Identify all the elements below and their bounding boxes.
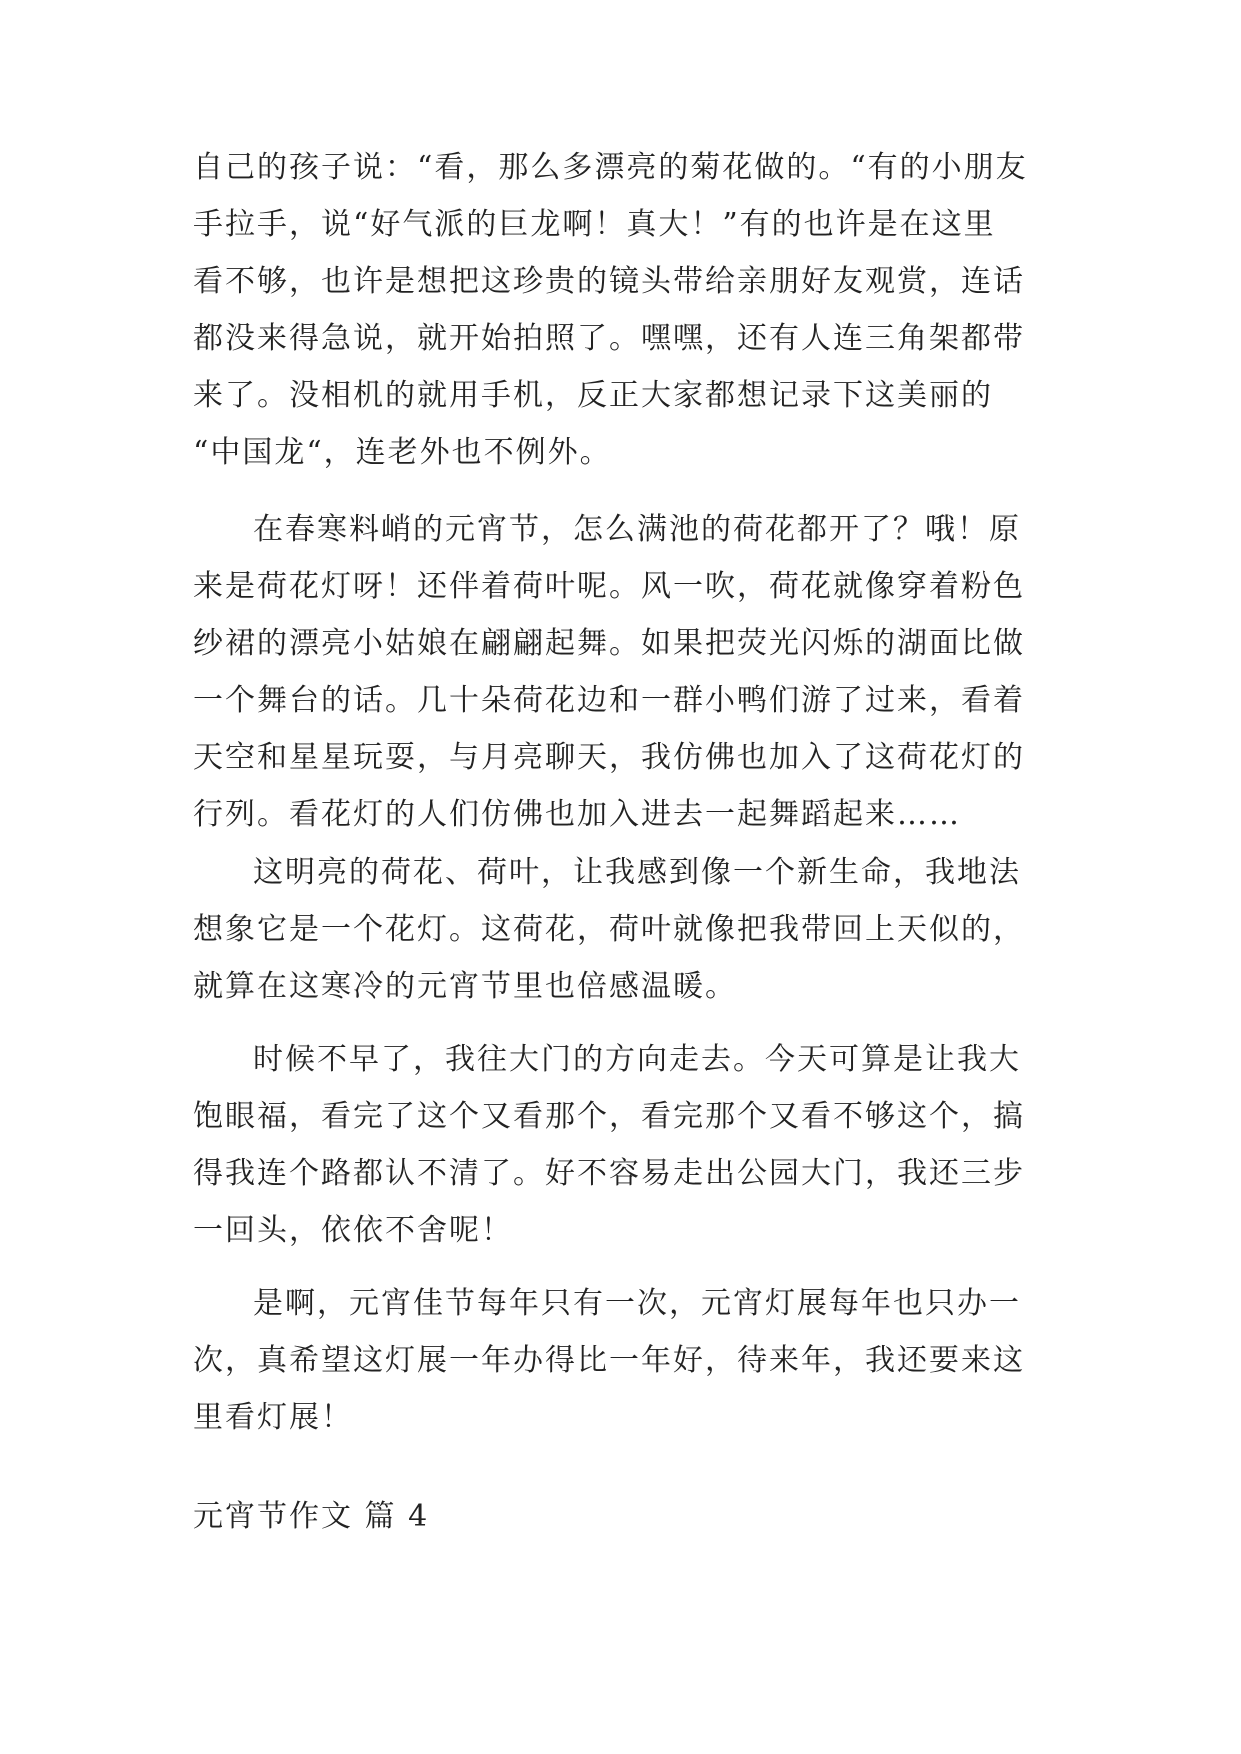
paragraph-first-line: 在春寒料峭的元宵节，怎么满池的荷花都开了？哦！原 [253, 512, 1021, 547]
text-line: 纱裙的漂亮小姑娘在翩翩起舞。如果把荧光闪烁的湖面比做 [193, 626, 1025, 661]
text-line: 行列。看花灯的人们仿佛也加入进去一起舞蹈起来…… [193, 797, 961, 832]
text-line: 来了。没相机的就用手机，反正大家都想记录下这美丽的 [193, 378, 993, 413]
text-line: 就算在这寒冷的元宵节里也倍感温暖。 [193, 969, 737, 1004]
paragraph-first-line: 时候不早了，我往大门的方向走去。今天可算是让我大 [253, 1042, 1021, 1077]
text-line: 想象它是一个花灯。这荷花，荷叶就像把我带回上天似的， [193, 912, 1025, 947]
text-line: “中国龙“，连老外也不例外。 [193, 435, 612, 470]
text-line: 饱眼福，看完了这个又看那个，看完那个又看不够这个，搞 [193, 1099, 1025, 1134]
text-line: 得我连个路都认不清了。好不容易走出公园大门，我还三步 [193, 1156, 1025, 1191]
text-line: 都没来得急说，就开始拍照了。嘿嘿，还有人连三角架都带 [193, 321, 1025, 356]
text-line: 次，真希望这灯展一年办得比一年好，待来年，我还要来这 [193, 1343, 1025, 1378]
paragraph-first-line: 这明亮的荷花、荷叶，让我感到像一个新生命，我地法 [253, 855, 1021, 890]
paragraph-first-line: 是啊，元宵佳节每年只有一次，元宵灯展每年也只办一 [253, 1286, 1021, 1321]
text-line: 自己的孩子说：“看，那么多漂亮的菊花做的。“有的小朋友 [193, 150, 1028, 185]
text-line: 看不够，也许是想把这珍贵的镜头带给亲朋好友观赏，连话 [193, 264, 1025, 299]
text-line: 里看灯展！ [193, 1400, 353, 1435]
text-line: 手拉手，说“好气派的巨龙啊！真大！”有的也许是在这里 [193, 207, 996, 242]
text-line: 一回头，依依不舍呢！ [193, 1213, 513, 1248]
text-line: 一个舞台的话。几十朵荷花边和一群小鸭们游了过来，看着 [193, 683, 1025, 718]
section-heading: 元宵节作文 篇 4 [193, 1499, 430, 1534]
text-line: 来是荷花灯呀！还伴着荷叶呢。风一吹，荷花就像穿着粉色 [193, 569, 1025, 604]
text-line: 天空和星星玩耍，与月亮聊天，我仿佛也加入了这荷花灯的 [193, 740, 1025, 775]
